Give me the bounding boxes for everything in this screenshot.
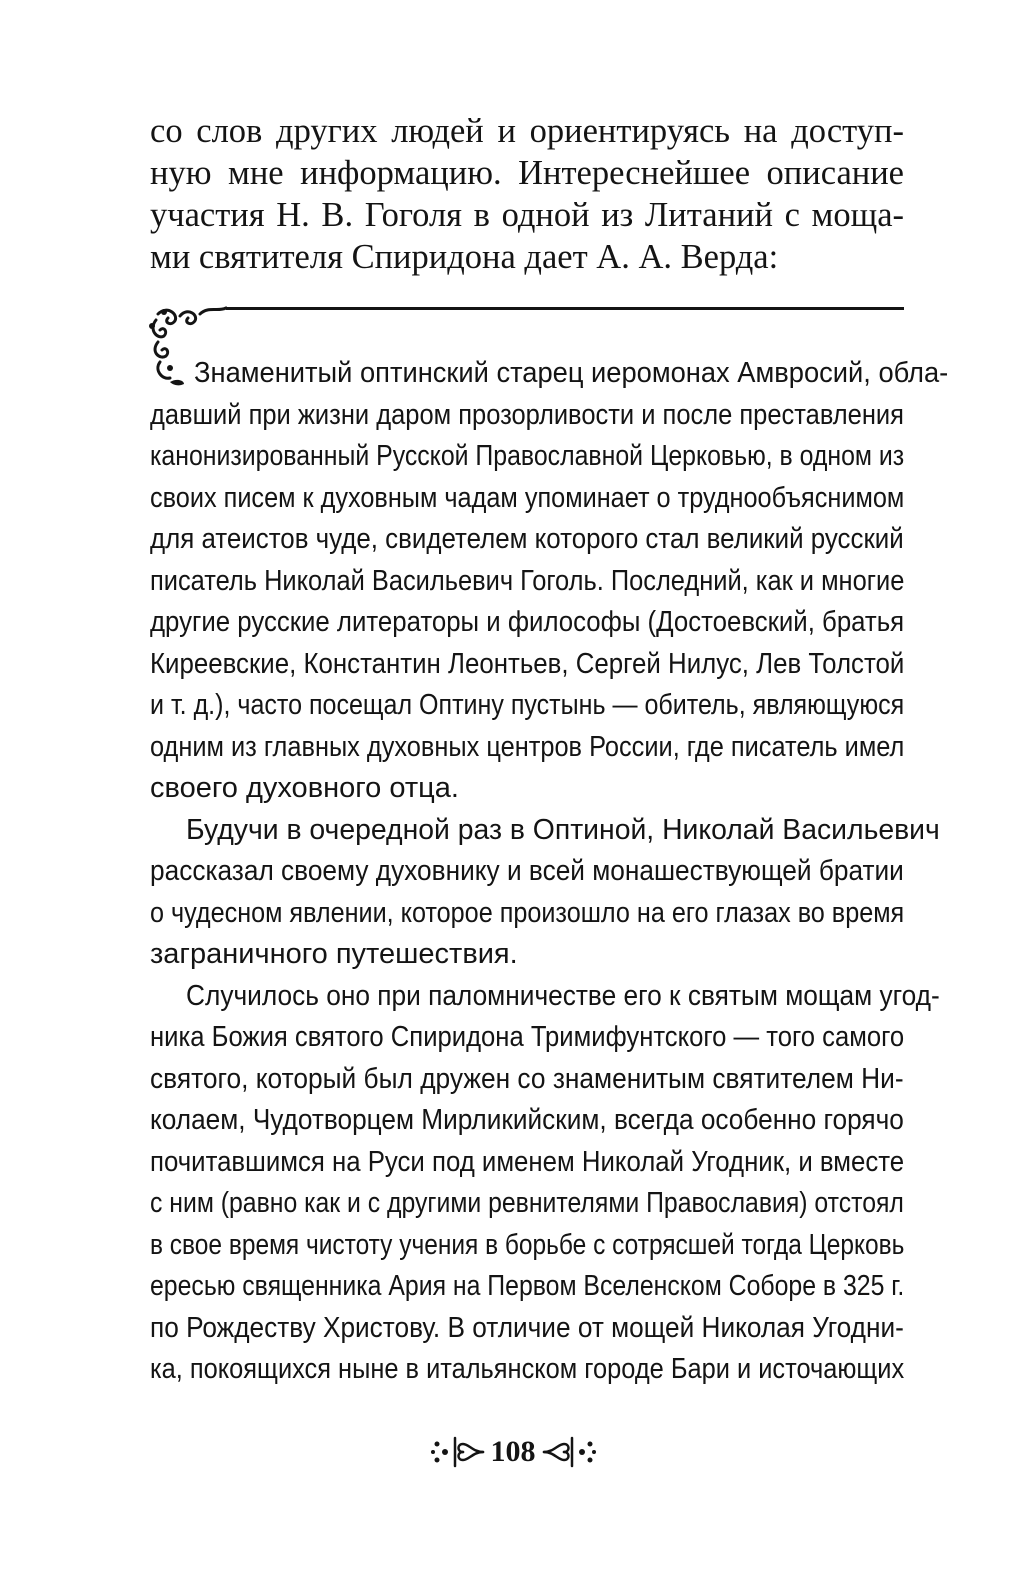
quote-line: для атеистов чуде, свидетелем которого стал великий русский bbox=[150, 523, 904, 555]
page-footer bbox=[0, 1422, 1026, 1482]
quote-line: одним из главных духовных центров России, где писатель имел bbox=[150, 730, 905, 763]
intro-line: ную мне информацию. Интереснейшее описание bbox=[150, 154, 904, 192]
quote-line: с ним (равно как и с другими ревнителями Православия) отстоял bbox=[150, 1187, 904, 1219]
quote-line: Знаменитый оптинский старец иеромонах Амвросий, обла- bbox=[194, 357, 949, 389]
quote-line: рассказал своему духовнику и всей монашествующей братии bbox=[150, 855, 904, 887]
quote-line: в свое время чистоту учения в борьбе с сотрясшей тогда Церковь bbox=[150, 1228, 905, 1261]
intro-line: ми святителя Спиридона дает А. А. Верда: bbox=[150, 238, 779, 276]
quote-line: колаем, Чудотворцем Мирликийским, всегда особенно горячо bbox=[150, 1104, 904, 1136]
quote-line: своих писем к духовным чадам упоминает о труднообъяснимом bbox=[150, 481, 905, 514]
quote-line: по Рождеству Христову. В отличие от мощей Николая Угодни- bbox=[150, 1311, 904, 1344]
intro-paragraph bbox=[150, 110, 904, 278]
quote-line: почитавшимся на Руси под именем Николай Угодник, и вместе bbox=[150, 1145, 905, 1178]
horizontal-rule bbox=[226, 307, 904, 310]
intro-line: участия Н. В. Гоголя в одной из Литаний с моща- bbox=[150, 196, 904, 234]
left-flourish-icon bbox=[429, 1430, 485, 1474]
quote-line: писатель Николай Васильевич Гоголь. Последний, как и многие bbox=[150, 564, 905, 597]
quote-line: святого, который был дружен со знаменитым святителем Ни- bbox=[150, 1062, 904, 1095]
intro-line: со слов других людей и ориентируясь на доступ- bbox=[150, 112, 904, 150]
page-number: 108 bbox=[490, 1435, 536, 1468]
quote-line: Киреевские, Константин Леонтьев, Сергей Нилус, Лев Толстой bbox=[150, 647, 905, 680]
quote-line: Будучи в очередной раз в Оптиной, Николай Васильевич bbox=[186, 813, 940, 846]
quote-line: ересью священника Ария на Первом Вселенском Соборе в 325 г. bbox=[150, 1270, 905, 1302]
right-flourish-icon bbox=[542, 1430, 598, 1474]
quote-line: заграничного путешествия. bbox=[150, 938, 518, 970]
quote-line: ника Божия святого Спиридона Тримифунтского — того самого bbox=[150, 1021, 905, 1053]
quote-line: и т. д.), часто посещал Оптину пустынь — обитель, являющуюся bbox=[150, 689, 905, 721]
quote-line: другие русские литераторы и философы (Достоевский, братья bbox=[150, 606, 905, 638]
quote-line: Случилось оно при паломничестве его к святым мощам угод- bbox=[186, 979, 940, 1012]
quote-line: канонизированный Русской Православной Церковью, в одном из bbox=[150, 440, 905, 472]
quote-line: давший при жизни даром прозорливости и после преставления bbox=[150, 398, 904, 431]
quote-block bbox=[150, 353, 949, 1391]
quote-line: своего духовного отца. bbox=[150, 772, 459, 804]
quote-line: ка, покоящихся ныне в итальянском городе Бари и источающих bbox=[150, 1353, 905, 1385]
quote-line: о чудесном явлении, которое произошло на его глазах во время bbox=[150, 896, 905, 929]
